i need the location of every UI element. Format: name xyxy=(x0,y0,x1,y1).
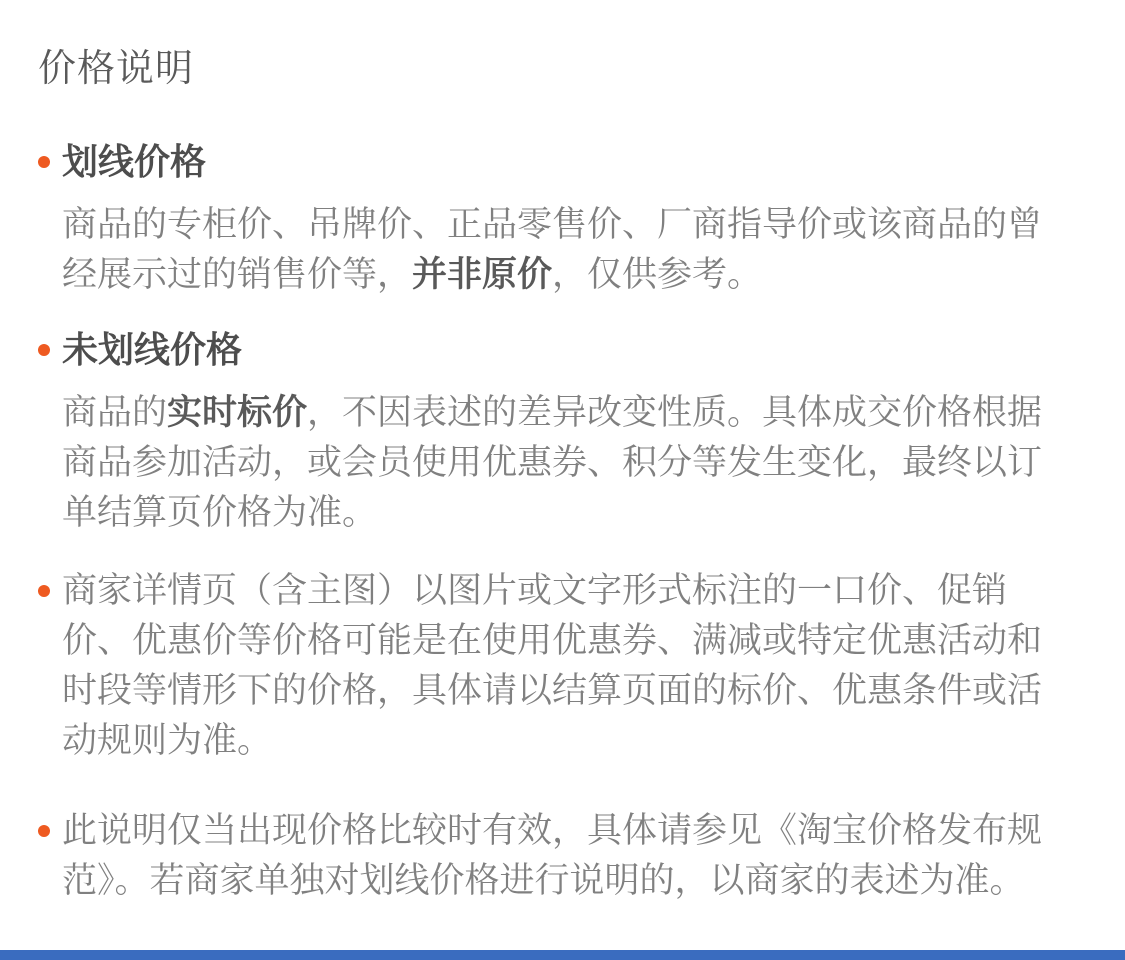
text-segment: 商品的 xyxy=(62,393,168,432)
bullet-icon xyxy=(38,156,50,168)
footer-accent-bar xyxy=(0,950,1125,960)
note-merchant-detail-page xyxy=(38,566,1070,766)
text-segment: 商家详情页（含主图）以图片或文字形式标注的一口价、促销价、优惠价等价格可能是在使用优惠券、满减或特定优惠活动和时段等情形下的价格，具体请以结算页面的标价、优惠条件或活动规则为准。 xyxy=(62,571,1043,760)
bullet-icon xyxy=(38,344,50,356)
text-segment: 此说明仅当出现价格比较时有效，具体请参见《淘宝价格发布规范》。若商家单独对划线价格进行说明的，以商家的表述为准。 xyxy=(62,811,1043,900)
note-price-comparison-validity xyxy=(38,806,1070,906)
section-heading-strikethrough-price: 划线价格 xyxy=(62,141,207,182)
note-paragraph xyxy=(62,566,1070,766)
bullet-icon xyxy=(38,585,50,597)
text-segment: ，仅供参考。 xyxy=(552,255,763,294)
section-unstrikethrough-price xyxy=(38,328,1070,538)
section-paragraph xyxy=(62,388,1070,538)
section-paragraph xyxy=(62,200,1070,300)
section-strikethrough-price xyxy=(38,140,1070,300)
text-segment: 商品的专柜价、吊牌价、正品零售价、厂商指导价或该商品的曾经展示过的销售价等， xyxy=(62,205,1043,294)
text-segment: ，不因表述的差异改变性质。具体成交价格根据商品参加活动，或会员使用优惠券、积分等发生变化，最终以订单结算页价格为准。 xyxy=(62,393,1043,532)
text-segment-bold: 并非原价 xyxy=(412,255,553,294)
note-paragraph xyxy=(62,806,1070,906)
text-segment-bold: 实时标价 xyxy=(167,393,308,432)
section-heading-unstrikethrough-price: 未划线价格 xyxy=(62,329,243,370)
page-title: 价格说明 xyxy=(38,48,195,90)
bullet-icon xyxy=(38,825,50,837)
